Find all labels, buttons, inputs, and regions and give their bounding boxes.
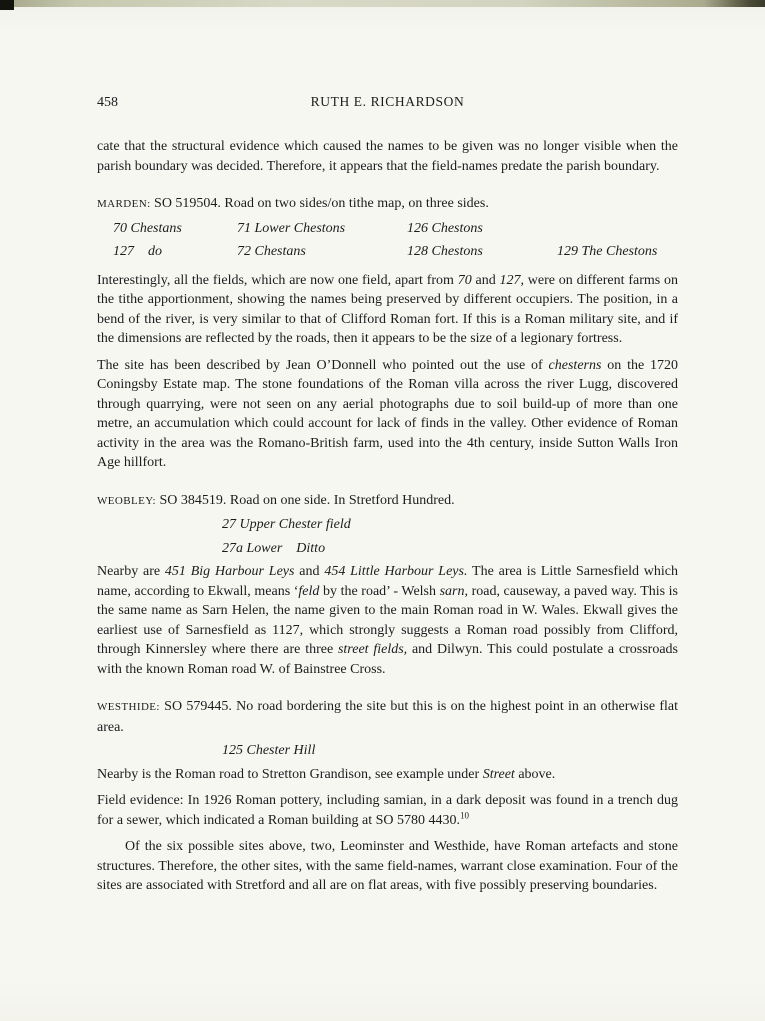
text-run: on the 1720 Coningsby Estate map. The stone foundations of the Roman villa across the river Lugg, discovered through quarrying, were not seen on any aerial photographs due to soil build-up of more than one metre, an accumulation which could account for lack of finds in the valley. Other evidence of Roman activity in the area was the Romano-British farm, used into the 4th century, inside Sutton Walls Iron Age hillfort.: [97, 357, 678, 470]
text-run: The site has been described by Jean O’Donnell who pointed out the use of: [97, 357, 549, 373]
text-run: above.: [514, 766, 556, 782]
page-header: [97, 94, 678, 111]
italic-text-run: chesterns: [548, 357, 602, 373]
text-run: and Dilwyn. This could postulate a crossroads with the known Roman road W. of Bainstree Cross.: [97, 642, 678, 677]
site-heading: [97, 491, 678, 512]
scan-edge-artifact: [0, 0, 765, 7]
paragraph: [97, 837, 678, 896]
field-name-line: 27a Lower Ditto: [222, 540, 326, 556]
field-name-cell: 72 Chestans: [237, 243, 306, 259]
running-header: RUTH E. RICHARDSON: [310, 94, 465, 109]
site-heading: [97, 697, 678, 737]
italic-text-run: 70: [457, 272, 472, 288]
field-name-table: [113, 219, 678, 265]
text-run: Nearby are: [97, 564, 165, 579]
field-name-cell: 71 Lower Chestons: [237, 220, 346, 236]
text-run: were on different farms on the tithe apportionment, showing the names being preserved by different occupiers. The position, in a bend of the river, is very similar to that of Clifford Roman fort. If this is a Roman military site, and if the dimensions are reflected by the roads, then it appears to be the size of a legionary fortress.: [97, 272, 678, 346]
field-name-row: [113, 219, 678, 242]
text-run: Of the six possible sites above, two, Leominster and Westhide, have Roman artefacts and stone structures. Therefore, the other sites, with the same field-names, warrant close examination. Four of the sites are associated with Stretford and all are on flat areas, with five possibly preserving boundaries.: [97, 839, 678, 893]
field-name-cell: 129 The Chestons: [557, 243, 658, 259]
paragraph: [97, 271, 678, 349]
text-run: by the road’ - Welsh: [319, 583, 440, 599]
site-description: SO 519504. Road on two sides/on tithe map, on three sides.: [154, 196, 489, 211]
italic-text-run: 127,: [499, 272, 525, 288]
site-name-label: MARDEN:: [97, 198, 151, 210]
paragraph: [97, 137, 678, 176]
site-description: SO 579445. No road bordering the site but this is on the highest point in an otherwise flat area.: [97, 699, 679, 735]
field-name-line: 125 Chester Hill: [222, 743, 316, 758]
paragraph: [97, 562, 678, 679]
site-name-label: WESTHIDE:: [97, 701, 160, 713]
paragraph: [97, 356, 678, 473]
field-name-row: [113, 242, 678, 265]
field-name-cell: 128 Chestons: [407, 243, 483, 259]
text-run: Field evidence: In 1926 Roman pottery, including samian, in a dark deposit was found in a trench dug for a sewer, which indicated a Roman building at SO 5780 4430.: [97, 793, 678, 828]
italic-text-run: Street: [482, 766, 515, 782]
footnote-reference: 10: [459, 809, 469, 820]
text-run: cate that the structural evidence which caused the names to be given was no longer visible when the parish boundary was decided. Therefore, it appears that the field-names predate the parish boundary.: [97, 139, 678, 174]
text-run: Nearby is the Roman road to Stretton Grandison, see example under: [97, 766, 483, 782]
paragraph: [97, 791, 678, 830]
text-run: road, causeway, a paved way. This is the same name as Sarn Helen, the name given to the main Roman road in W. Wales. Ekwall gives the earliest use of Sarnesfield as 1127, which strongly suggests a Roman road possibly from Clifford, through Kinnersley where there are three: [97, 583, 679, 657]
field-name-cell: 127 do: [113, 243, 162, 259]
site-name-label: WEOBLEY:: [97, 494, 157, 507]
paragraph: [97, 765, 678, 785]
text-blocks: [97, 137, 678, 896]
scan-corner-artifact: [0, 0, 14, 10]
field-name-cell: 70 Chestans: [113, 220, 182, 236]
site-heading: [97, 194, 678, 215]
text-run: The area is Little Sarnesfield which name, according to Ekwall, means ‘: [97, 564, 678, 599]
italic-text-run: feld: [298, 583, 320, 599]
text-run: Interestingly, all the fields, which are now one field, apart from: [97, 272, 458, 288]
text-run: and: [294, 564, 325, 579]
text-run: and: [471, 272, 500, 288]
italic-text-run: street fields,: [337, 642, 408, 657]
field-name-line: 27 Upper Chester field: [222, 517, 351, 532]
page-number: 458: [97, 95, 118, 110]
italic-text-run: 454 Little Harbour Leys.: [324, 564, 468, 579]
field-name-cell: 126 Chestons: [407, 220, 483, 236]
italic-text-run: sarn,: [439, 583, 468, 599]
italic-text-run: 451 Big Harbour Leys: [164, 564, 295, 579]
site-description: SO 384519. Road on one side. In Stretford Hundred.: [159, 492, 455, 508]
